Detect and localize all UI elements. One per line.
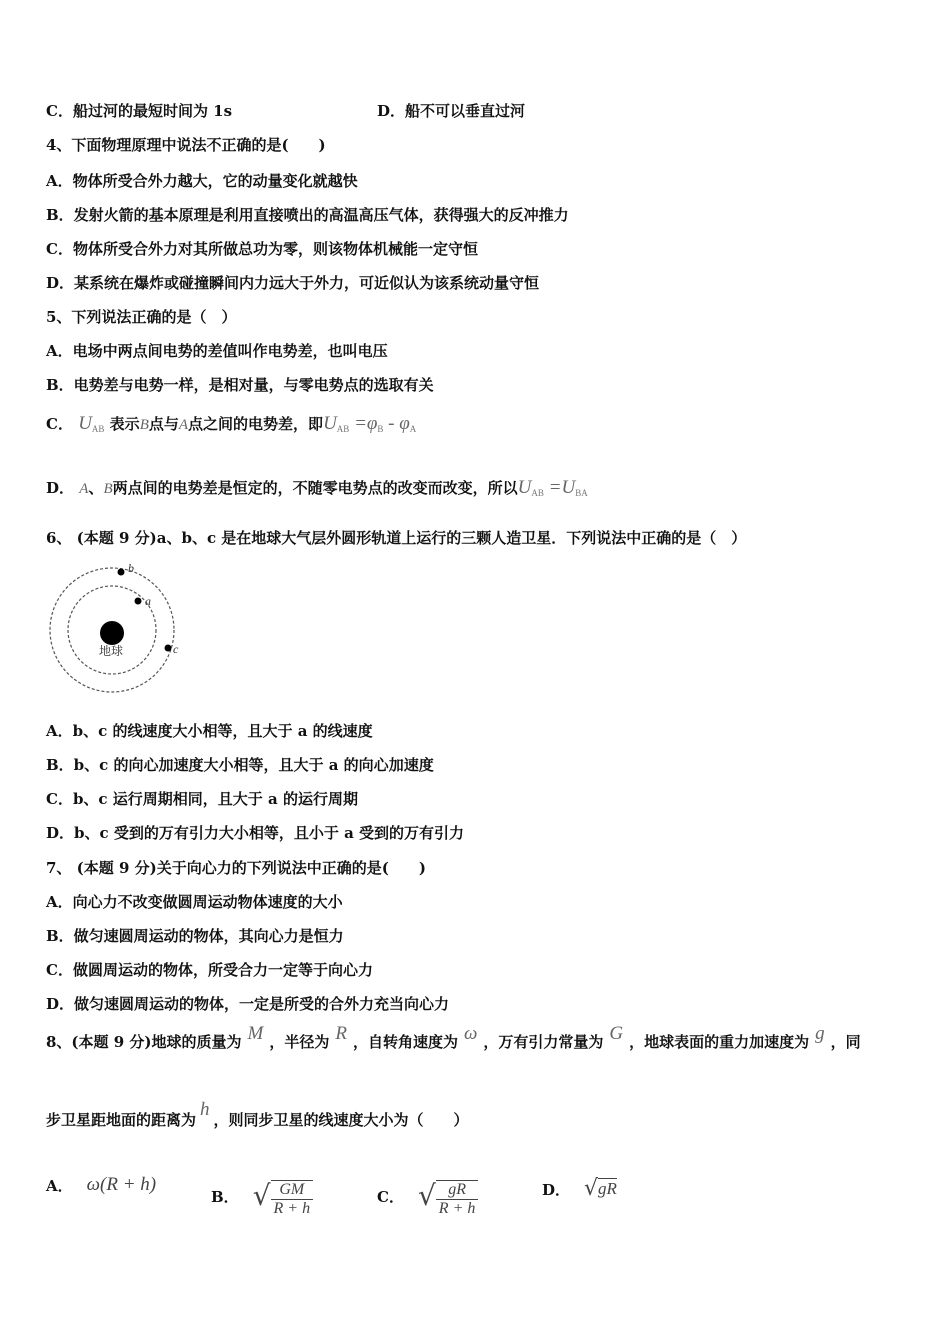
- satellite-a-icon: [135, 598, 142, 605]
- q5-option-b: B．电势差与电势一样，是相对量，与零电势点的选取有关: [46, 376, 434, 394]
- q3-option-c: C．船过河的最短时间为 1s: [46, 102, 233, 120]
- q5-stem: 5、下列说法正确的是（ ）: [46, 308, 237, 326]
- u-ab-equals-u-ba: $U_{AB} =U_{BA}$: [517, 477, 588, 498]
- earth-icon: [100, 621, 124, 645]
- q7-option-b: B．做匀速圆周运动的物体，其向心力是恒力: [46, 927, 344, 945]
- satellite-c-label: c: [173, 642, 179, 656]
- q3-option-d: D．船不可以垂直过河: [377, 102, 526, 120]
- q5-option-d: D． A、B两点间的电势差是恒定的，不随零电势点的改变而改变，所以$U_{AB} =U_{BA}$: [46, 477, 588, 498]
- sqrt-gr: √ gR: [584, 1174, 617, 1204]
- q8-option-a: A． ω(R + h): [46, 1174, 157, 1195]
- q8-option-c: C． √ $\frac{gR}{R + h}$: [377, 1174, 478, 1218]
- orbit-figure: [46, 560, 186, 695]
- satellite-b-icon: [118, 569, 125, 576]
- q6-option-a: A．b、c 的线速度大小相等，且大于 a 的线速度: [46, 722, 373, 740]
- satellite-c-icon: [165, 645, 172, 652]
- q4-option-a: A．物体所受合外力越大，它的动量变化就越快: [46, 172, 358, 190]
- q8-option-b: B． √ $\frac{GM}{R + h}$: [211, 1174, 313, 1218]
- u-ab-equation: $U_{AB} =\varphi_B - \varphi_A$: [323, 413, 417, 434]
- q6-option-b: B．b、c 的向心加速度大小相等，且大于 a 的向心加速度: [46, 756, 434, 774]
- q6-stem: 6、 (本题 9 分)a、b、c 是在地球大气层外圆形轨道上运行的三颗人造卫星．下列说法中正确的是（ ）: [46, 529, 747, 547]
- q7-stem: 7、 (本题 9 分)关于向心力的下列说法中正确的是( ): [46, 859, 426, 877]
- q7-option-a: A．向心力不改变做圆周运动物体速度的大小: [46, 893, 343, 911]
- q7-option-d: D．做匀速圆周运动的物体，一定是所受的合外力充当向心力: [46, 995, 450, 1013]
- q6-option-c: C．b、c 运行周期相同，且大于 a 的运行周期: [46, 790, 358, 808]
- q5-option-c: C． $U_{AB}$ 表示B点与A点之间的电势差，即$U_{AB} =\varphi_B - \varphi_A$: [46, 413, 417, 434]
- q8-option-d: D． √ gR: [542, 1174, 617, 1204]
- q8-stem-line2: 步卫星距地面的距离为 h ，则同步卫星的线速度大小为（ ）: [46, 1099, 469, 1129]
- q6-option-d: D．b、c 受到的万有引力大小相等，且小于 a 受到的万有引力: [46, 824, 465, 842]
- q7-option-c: C．做圆周运动的物体，所受合力一定等于向心力: [46, 961, 373, 979]
- u-ab-symbol: $U_{AB}$: [78, 413, 105, 434]
- earth-label: 地球: [99, 644, 124, 658]
- q8-stem-line1: 8、(本题 9 分)地球的质量为 M ，半径为 R ，自转角速度为 ω ，万有引力常量为 G ，地球表面的重力加速度为 g ，同: [46, 1023, 861, 1051]
- q4-option-b: B．发射火箭的基本原理是利用直接喷出的高温高压气体，获得强大的反冲推力: [46, 206, 569, 224]
- sqrt-gm-over-r-plus-h: √ $\frac{GM}{R + h}$: [253, 1174, 313, 1218]
- q5-option-a: A．电场中两点间电势的差值叫作电势差，也叫电压: [46, 342, 388, 360]
- satellite-a-label: a: [145, 594, 151, 608]
- q4-option-d: D．某系统在爆炸或碰撞瞬间内力远大于外力，可近似认为该系统动量守恒: [46, 274, 540, 292]
- satellite-b-label: b: [128, 561, 134, 575]
- sqrt-gr-over-r-plus-h: √ $\frac{gR}{R + h}$: [418, 1174, 478, 1218]
- q4-stem: 4、下面物理原理中说法不正确的是( ): [46, 136, 326, 154]
- q4-option-c: C．物体所受合外力对其所做总功为零，则该物体机械能一定守恒: [46, 240, 478, 258]
